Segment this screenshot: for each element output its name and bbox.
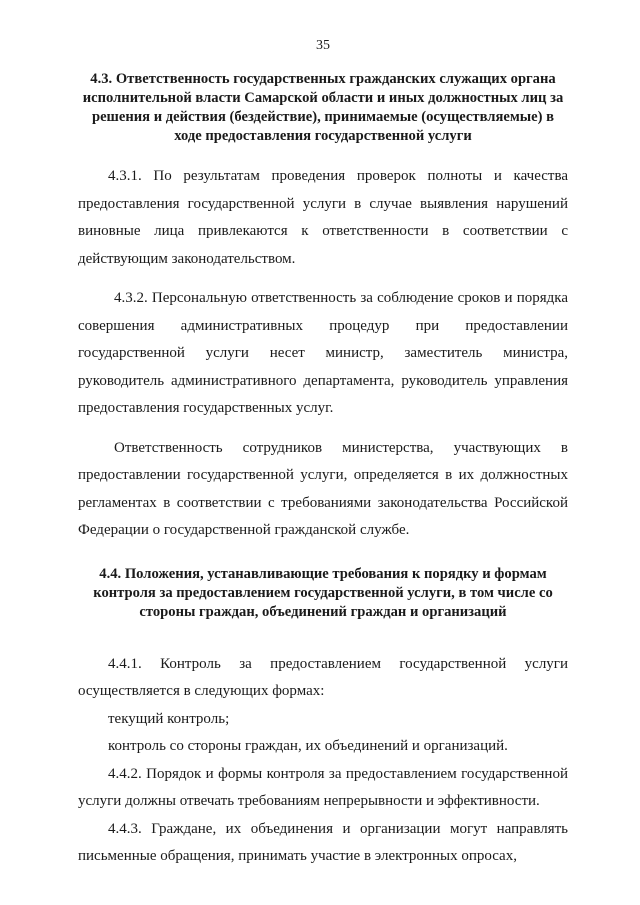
paragraph-4-4-1: 4.4.1. Контроль за предоставлением государственной услуги осуществляется в следующих формах: bbox=[78, 655, 568, 699]
paragraph-responsibility: Ответственность сотрудников министерства, участвующих в предоставлении государственной услуги, определяется в их должностных регламентах в соответствии с требованиями законодательства Российской Федерации о государственной гражданской службе. bbox=[78, 439, 568, 538]
section-4-3-heading: 4.3. Ответственность государственных гражданских служащих органа исполнительной власти Самарской области и иных должностных лиц за решения и действия (бездействие), принимаемые (осуществляемые) в ходе предоставления государственной услуги bbox=[82, 71, 564, 144]
paragraph-4-3-2: 4.3.2. Персональную ответственность за соблюдение сроков и порядка совершения административных процедур при предоставлении государственной услуги несет министр, заместитель министра, руководитель административного департамента, руководитель управления предоставления государственных услуг. bbox=[78, 290, 568, 416]
paragraph-citizen-control: контроль со стороны граждан, их объединений и организаций. bbox=[108, 738, 508, 754]
section-4-4-heading: 4.4. Положения, устанавливающие требования к порядку и формам контроля за предоставлением государственной услуги, в том числе со стороны граждан, объединений граждан и организаций bbox=[93, 565, 553, 620]
paragraph-current-control: текущий контроль; bbox=[108, 710, 230, 727]
paragraph-4-3-1: 4.3.1. По результатам проведения проверок полноты и качества предоставления государственной услуги в случае выявления нарушений виновные лица привлекаются к ответственности в соответствии с действующим законодательством. bbox=[78, 168, 568, 267]
paragraph-4-4-3: 4.4.3. Граждане, их объединения и организации могут направлять письменные обращения, принимать участие в электронных опросах, bbox=[78, 820, 568, 864]
page-number: 35 bbox=[316, 38, 330, 53]
paragraph-4-4-2: 4.4.2. Порядок и формы контроля за предоставлением государственной услуги должны отвечать требованиям непрерывности и эффективности. bbox=[78, 765, 568, 809]
